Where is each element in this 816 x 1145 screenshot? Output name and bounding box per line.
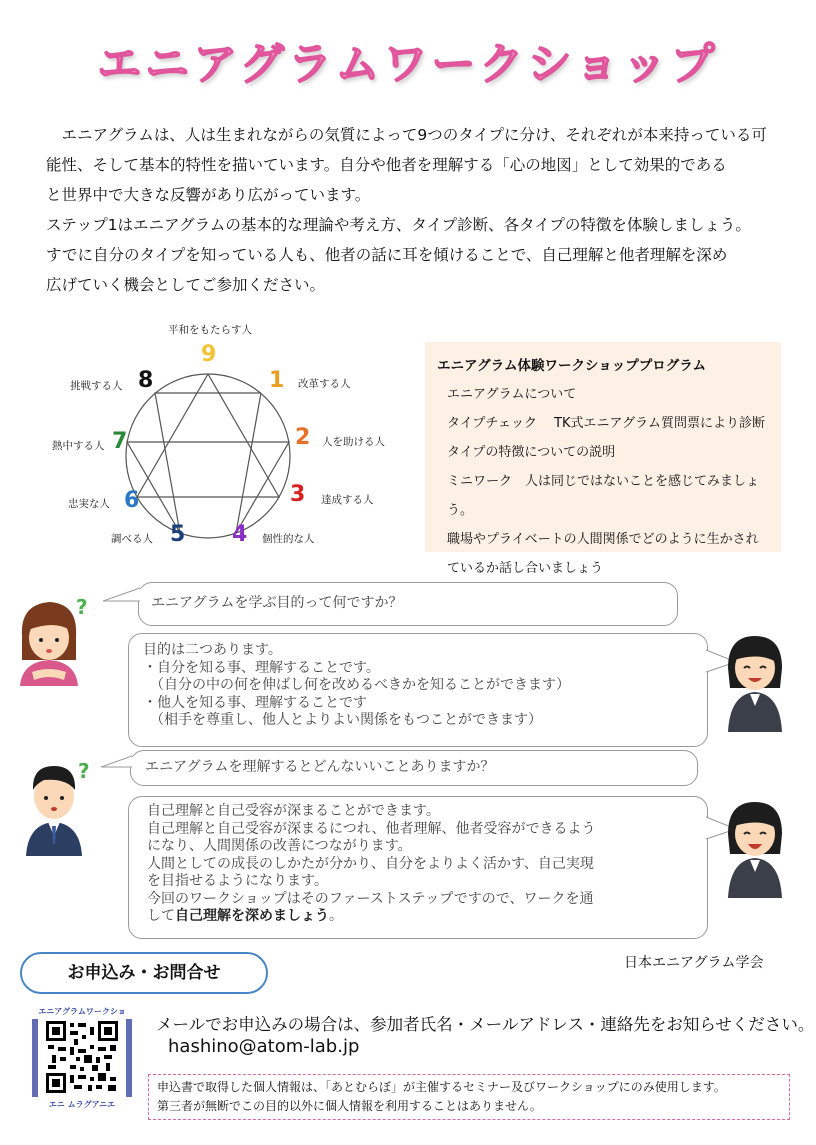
- question-bubble-2: [130, 750, 698, 786]
- enneagram-diagram: [40, 318, 400, 558]
- answer-last-suffix: 。: [329, 908, 343, 924]
- answer-line: 目的は二つあります。: [143, 642, 282, 658]
- privacy-line: 申込書で取得した個人情報は、「あとむらぼ」が主催するセミナー及びワークショップにのみ使用します。: [157, 1080, 726, 1094]
- program-item: タイプチェック TK式エニアグラム質問票により診断: [447, 416, 766, 431]
- contact-email-link[interactable]: hashino@atom-lab.jp: [168, 1036, 360, 1057]
- program-item: エニアグラムについて: [447, 387, 577, 402]
- woman-question-illustration: [14, 596, 100, 690]
- intro-line: 広げていく機会としてご参加ください。: [46, 276, 326, 294]
- contact-instruction: メールでお申込みの場合は、参加者氏名・メールアドレス・連絡先をお知らせください。: [156, 1015, 815, 1034]
- type-6-number: 6: [124, 488, 140, 513]
- type-7-label: 熱中する人: [52, 440, 105, 452]
- answer-line: になり、人間関係の改善につながります。: [147, 838, 412, 854]
- program-item: ているか話し合いましょう: [447, 561, 604, 576]
- answer-line: ・他人を知る事、理解することです: [143, 694, 367, 711]
- privacy-line: 第三者が無断でこの目的以外に個人情報を利用することはありません。: [157, 1099, 542, 1113]
- type-4-label: 個性的な人: [262, 533, 315, 545]
- type-6-label: 忠実な人: [68, 498, 110, 510]
- qr-code-graphic: [28, 1003, 136, 1111]
- svg-text:?: ?: [76, 596, 88, 619]
- answer-last-prefix: して: [147, 908, 175, 924]
- question-text-2: エニアグラムを理解するとどんないいことありますか？: [145, 759, 495, 775]
- intro-line: と世界中で大きな反響があり広がっています。: [46, 186, 371, 204]
- type-2-number: 2: [295, 425, 311, 450]
- contact-info: [156, 1014, 814, 1058]
- answer-line: 今回のワークショップはそのファーストステップですので、ワークを通: [147, 890, 594, 907]
- program-item: 職場やプライベートの人間関係でどのように生かされ: [447, 532, 759, 547]
- type-7-number: 7: [112, 429, 128, 454]
- apply-contact-button[interactable]: お申込み・お問合せ: [20, 952, 268, 994]
- answer-line: 自己理解と自己受容が深まることができます。: [147, 803, 440, 819]
- type-8-number: 8: [138, 368, 154, 393]
- type-5-number: 5: [170, 522, 186, 547]
- question-bubble-1: [138, 582, 678, 626]
- program-box: [425, 342, 781, 576]
- answer-line: 自己理解と自己受容が深まるにつれ、他者理解、他者受容ができるよう: [147, 820, 596, 837]
- intro-text: [46, 120, 776, 300]
- answer-emphasis: 自己理解を深めましょう: [175, 908, 329, 924]
- qr-code[interactable]: [28, 1003, 136, 1111]
- type-1-label: 改革する人: [298, 378, 351, 390]
- type-2-label: 人を助ける人: [322, 436, 385, 448]
- answer-line: 人間としての成長のしかたが分かり、自分をよりよく活かす、自己実現: [147, 855, 594, 872]
- intro-line: 能性、そして基本的特性を描いています。自分や他者を理解する「心の地図」として効果的である: [46, 156, 727, 174]
- program-title: エニアグラム体験ワークショッププログラム: [437, 358, 707, 374]
- qr-frame-top: エニアグラムワークショ: [38, 1007, 126, 1016]
- question-text-1: エニアグラムを学ぶ目的って何ですか？: [151, 595, 403, 611]
- type-9-label: 平和をもたらす人: [168, 324, 252, 336]
- qr-frame-bottom: エニ ムラグアニエ: [48, 1100, 116, 1109]
- type-4-number: 4: [232, 522, 248, 547]
- answer-bubble-1: [128, 633, 708, 747]
- intro-line: エニアグラムは、人は生まれながらの気質によって9つのタイプに分け、それぞれが本来持っている可: [46, 126, 767, 144]
- answer-line: ・自分を知る事、理解することです。: [143, 659, 380, 676]
- type-5-label: 調べる人: [111, 533, 153, 545]
- privacy-notice: [148, 1074, 790, 1120]
- woman-answer-illustration-1: [720, 632, 790, 736]
- page-title: エニアグラムワークショップ: [97, 39, 719, 90]
- type-1-number: 1: [269, 368, 285, 393]
- type-3-label: 達成する人: [321, 494, 374, 506]
- type-9-number: 9: [201, 342, 217, 367]
- type-8-label: 挑戦する人: [70, 380, 123, 392]
- answer-line: （相手を尊重し、他人とよりよい関係をもつことができます）: [143, 712, 542, 728]
- answer-bubble-2: [128, 796, 708, 939]
- intro-line: すでに自分のタイプを知っている人も、他者の話に耳を傾けることで、自己理解と他者理解を深め: [46, 246, 728, 264]
- organization-name: 日本エニアグラム学会: [624, 955, 764, 971]
- svg-text:?: ?: [78, 759, 90, 783]
- program-item: タイプの特徴についての説明: [447, 445, 616, 460]
- program-item: ミニワーク 人は同じではないことを感じてみましょう。: [447, 474, 760, 518]
- answer-line: （自分の中の何を伸ばし何を改めるべきかを知ることができます）: [143, 677, 570, 693]
- type-3-number: 3: [290, 482, 306, 507]
- man-question-illustration: [20, 756, 106, 860]
- answer-last-line: [147, 908, 689, 926]
- intro-line: ステップ1はエニアグラムの基本的な理論や考え方、タイプ診断、各タイプの特徴を体験しましょう。: [46, 216, 751, 234]
- answer-line: を目指せるようになります。: [147, 873, 328, 889]
- woman-answer-illustration-2: [720, 798, 790, 902]
